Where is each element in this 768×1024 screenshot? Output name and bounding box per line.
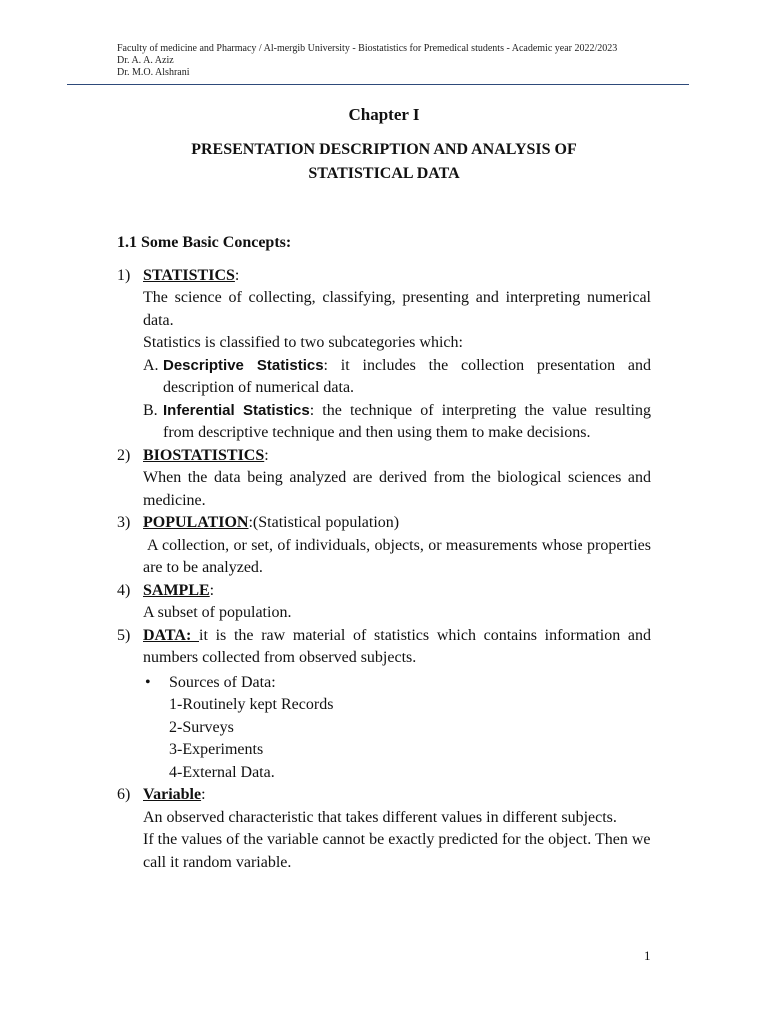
subcategory-descriptive [143, 355, 651, 400]
term-statistics: STATISTICS [143, 266, 235, 284]
source-item: 4-External Data. [169, 763, 275, 781]
section-heading: 1.1 Some Basic Concepts: [117, 234, 292, 251]
sample-definition: A subset of population. [143, 604, 292, 621]
subcategory-inferential [143, 400, 651, 445]
subcategory-letter: A. [143, 356, 159, 374]
chapter-title-line-1: PRESENTATION DESCRIPTION AND ANALYSIS OF [191, 141, 577, 158]
subcategory-letter: B. [143, 401, 158, 419]
page-header [117, 43, 677, 79]
concept-variable [117, 784, 651, 874]
term-suffix: : [264, 446, 269, 464]
data-definition: it is the raw material of statistics which contains information and numbers collected from observed subjects. [143, 626, 651, 666]
term-suffix: : [201, 786, 206, 803]
bullet-icon: • [145, 673, 151, 691]
item-number: 6) [117, 786, 131, 803]
list-item [143, 672, 651, 785]
descriptive-definition: : it includes the collection presentation and description of numerical data. [163, 356, 651, 396]
term-suffix: : [234, 266, 240, 284]
item-number: 2) [117, 446, 131, 464]
concept-sample [117, 580, 651, 625]
term-data: DATA: [143, 626, 199, 644]
term-population: POPULATION [143, 514, 249, 531]
term-biostatistics: BIOSTATISTICS [143, 446, 265, 464]
item-number: 3) [117, 514, 131, 531]
item-number: 5) [117, 626, 131, 644]
header-author-2: Dr. M.O. Alshrani [117, 67, 190, 78]
term-sample: SAMPLE [143, 581, 210, 599]
concept-data [117, 625, 651, 785]
sources-of-data-label: Sources of Data: [169, 673, 276, 691]
chapter-title-line-2: STATISTICAL DATA [308, 165, 460, 182]
item-number: 1) [117, 266, 131, 284]
inferential-definition: : the technique of interpreting the value resulting from descriptive technique and then using them to make decisions. [163, 401, 652, 441]
header-institution: Faculty of medicine and Pharmacy / Al-mergib University - Biostatistics for Premedical students - Academic year 2022/2023 [117, 43, 618, 54]
term-variable: Variable [143, 786, 202, 803]
statistics-definition: The science of collecting, classifying, presenting and interpreting numerical data. [143, 289, 651, 329]
source-item: 2-Surveys [169, 718, 234, 736]
concept-population [117, 512, 651, 580]
concept-biostatistics [117, 445, 651, 513]
page-body [117, 232, 651, 874]
population-definition: A collection, or set, of individuals, objects, or measurements whose properties are to be analyzed. [143, 536, 651, 576]
biostatistics-definition: When the data being analyzed are derived from the biological sciences and medicine. [143, 469, 651, 509]
statistics-subcategories-intro: Statistics is classified to two subcategories which: [143, 334, 463, 351]
term-descriptive-statistics: Descriptive Statistics [163, 356, 324, 374]
header-divider [67, 84, 689, 85]
chapter-title [130, 138, 638, 186]
random-variable-definition: If the values of the variable cannot be exactly predicted for the object. Then we call it random variable. [143, 831, 651, 871]
item-number: 4) [117, 581, 131, 599]
source-item: 1-Routinely kept Records [169, 696, 334, 713]
term-suffix: :(Statistical population) [248, 514, 400, 531]
source-item: 3-Experiments [169, 741, 264, 758]
page-number: 1 [644, 948, 651, 963]
term-inferential-statistics: Inferential Statistics [163, 401, 310, 419]
variable-definition: An observed characteristic that takes different values in different subjects. [143, 808, 617, 826]
header-author-1: Dr. A. A. Aziz [117, 55, 174, 66]
concept-statistics [117, 265, 651, 445]
term-suffix: : [209, 581, 215, 599]
chapter-heading: Chapter I [348, 105, 420, 124]
